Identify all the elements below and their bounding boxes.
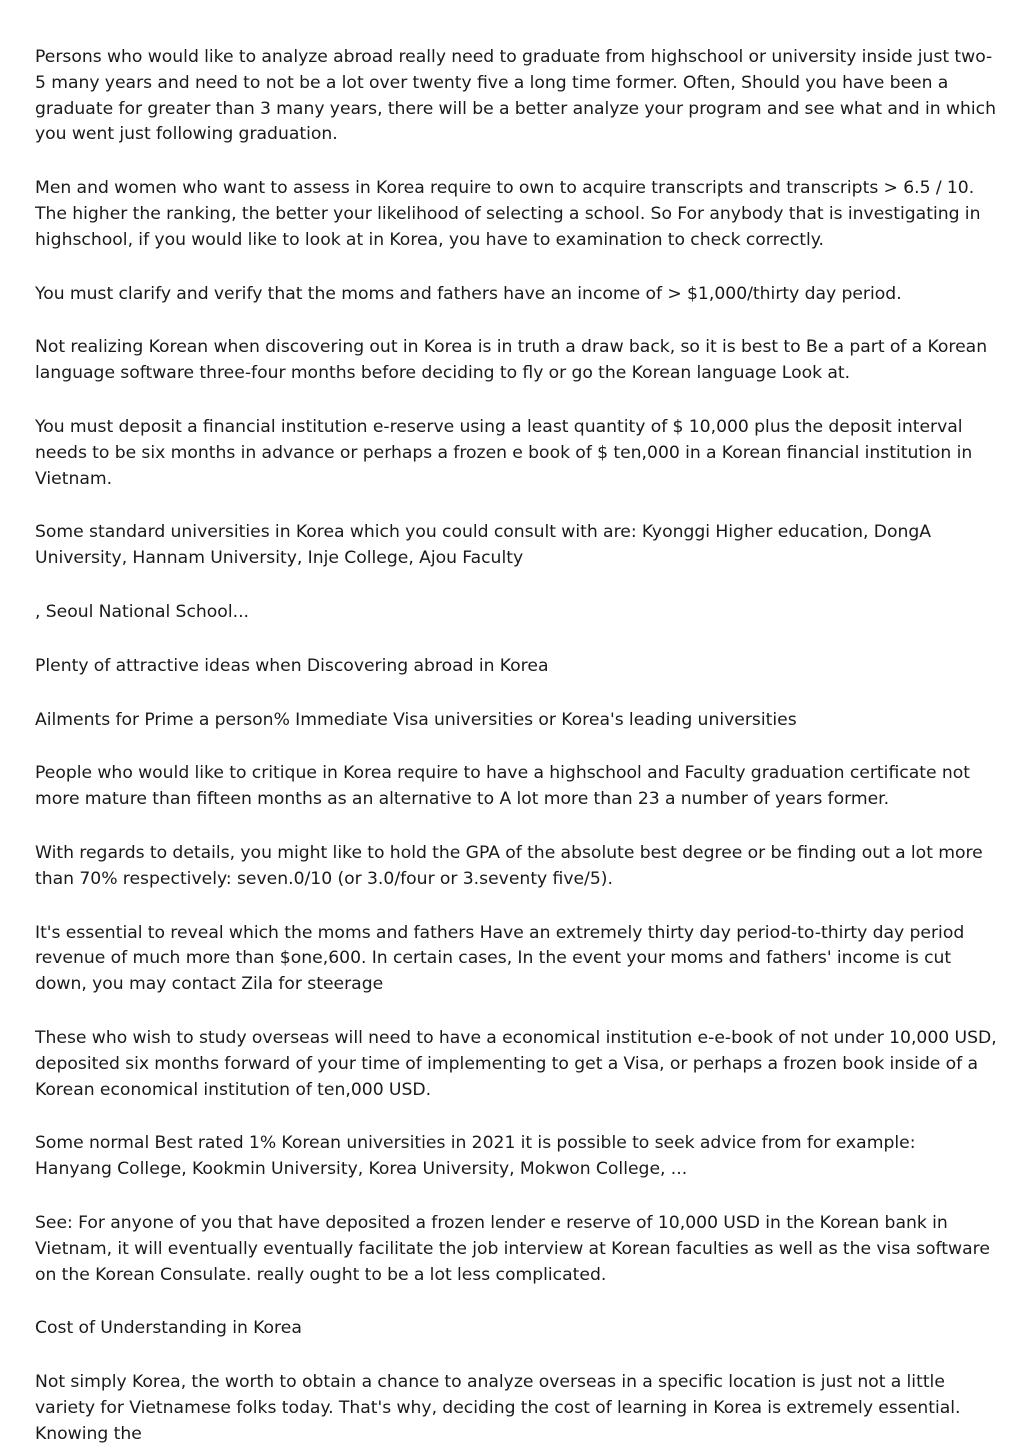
paragraph-2: Men and women who want to assess in Korea require to own to acquire transcripts and transcripts > 6.5 / 10. The higher the ranking, the better your likelihood of selecting a school. So For anybody that is investigating in highschool, if you would like to look at in Korea, you have to examination to check correctly. <box>35 178 981 250</box>
paragraph-4: Not realizing Korean when discovering out in Korea is in truth a draw back, so it is best to Be a part of a Korean language software three-four months before deciding to fly or go the Korean language Look at. <box>35 337 988 384</box>
paragraph-7: , Seoul National School... <box>35 601 249 622</box>
section-heading-tips: Plenty of attractive ideas when Discovering abroad in Korea <box>35 655 549 676</box>
paragraph-10: People who would like to critique in Korea require to have a highschool and Faculty graduation certificate not more mature than fifteen months as an alternative to A lot more than 23 a number of years former. <box>35 763 970 810</box>
paragraph-6: Some standard universities in Korea which you could consult with are: Kyonggi Higher education, DongA University, Hannam University, Inje College, Ajou Faculty <box>35 522 932 569</box>
paragraph-12: It's essential to reveal which the moms and fathers Have an extremely thirty day period-to-thirty day period revenue of much more than $one,600. In certain cases, In the event your moms and fathers' income is cut down, you may contact Zila for steerage <box>35 922 965 995</box>
paragraph-13: These who wish to study overseas will need to have a economical institution e-e-book of not under 10,000 USD, deposited six months forward of your time of implementing to get a Visa, or perhaps a frozen book inside of a Korean economical institution of ten,000 USD. <box>35 1027 997 1100</box>
paragraph-11: With regards to details, you might like to hold the GPA of the absolute best degree or be finding out a lot more than 70% respectively: seven.0/10 (or 3.0/four or 3.seventy five/5). <box>35 842 983 889</box>
paragraph-5: You must deposit a financial institution e-reserve using a least quantity of $ 10,000 plus the deposit interval needs to be six months in advance or perhaps a frozen e book of $ ten,000 in a Korean financial institution in Vietnam. <box>35 416 973 489</box>
section-heading-conditions: Ailments for Prime a person% Immediate Visa universities or Korea's leading universities <box>35 709 797 730</box>
paragraph-14: Some normal Best rated 1% Korean universities in 2021 it is possible to seek advice from for example: Hanyang College, Kookmin University, Korea University, Mokwon College, ... <box>35 1133 916 1180</box>
document-body <box>35 45 997 1447</box>
paragraph-3: You must clarify and verify that the moms and fathers have an income of > $1,000/thirty day period. <box>35 283 902 304</box>
section-heading-cost: Cost of Understanding in Korea <box>35 1318 302 1339</box>
paragraph-1: Persons who would like to analyze abroad really need to graduate from highschool or university inside just two-5 many years and need to not be a lot over twenty five a long time former. Often, Should you have been a graduate for greater than 3 many years, there will be a better analyze your program and see what and in which you went just following graduation. <box>35 47 996 145</box>
paragraph-17: Not simply Korea, the worth to obtain a chance to analyze overseas in a specific location is just not a little variety for Vietnamese folks today. That's why, deciding the cost of learning in Korea is extremely essential. Knowing the <box>35 1372 961 1444</box>
paragraph-15: See: For anyone of you that have deposited a frozen lender e reserve of 10,000 USD in the Korean bank in Vietnam, it will eventually eventually facilitate the job interview at Korean faculties as well as the visa software on the Korean Consulate. really ought to be a lot less complicated. <box>35 1212 990 1285</box>
